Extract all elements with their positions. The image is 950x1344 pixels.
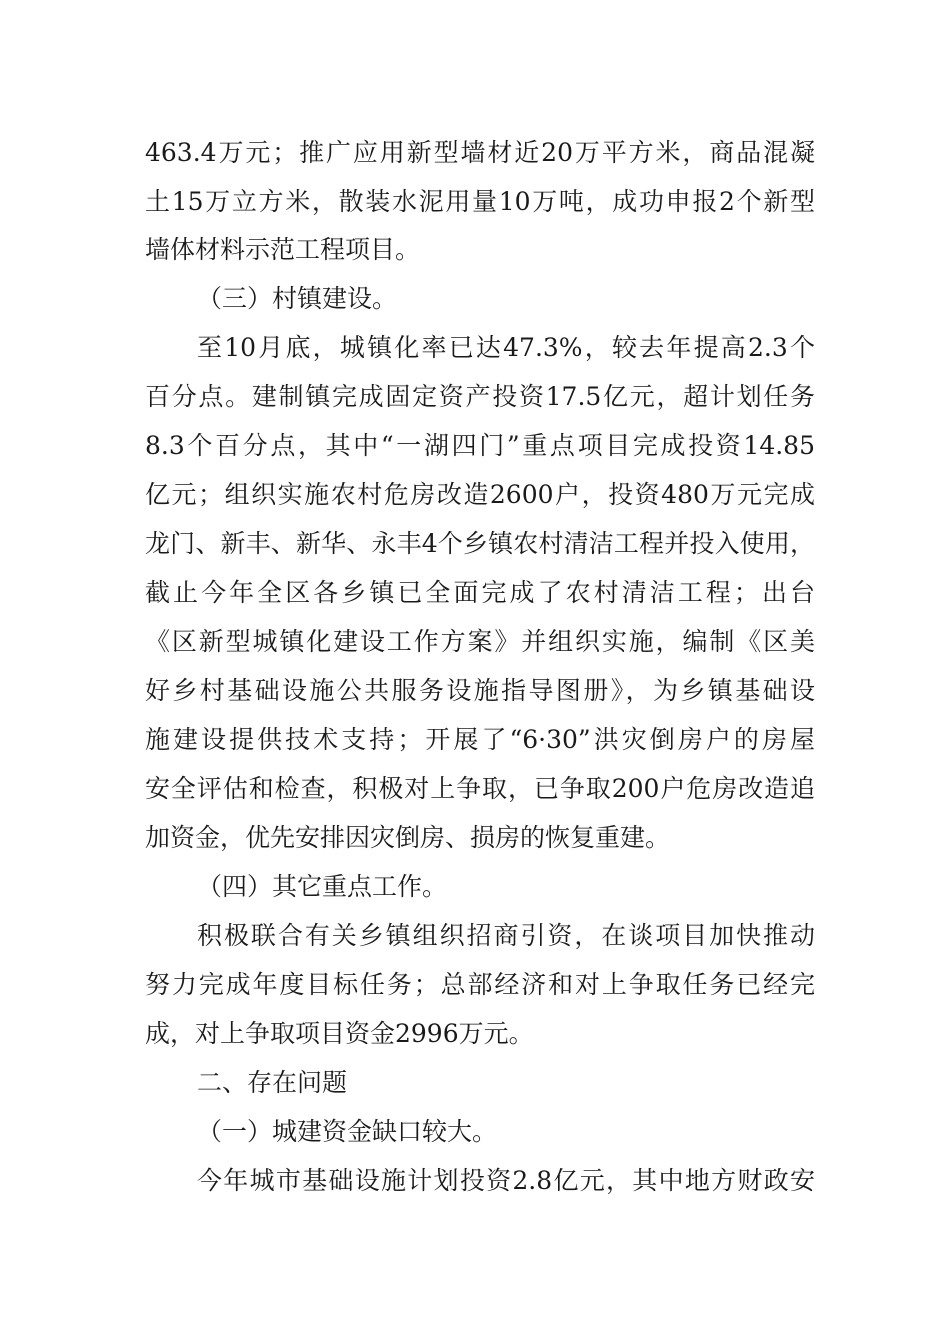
text-line-5: 至10月底，城镇化率已达47.3%，较去年提高2.3个 (197, 333, 815, 362)
text-line-22: 今年城市基础设施计划投资2.8亿元，其中地方财政安 (197, 1166, 815, 1195)
text-line-10: 截止今年全区各乡镇已全面完成了农村清洁工程；出台 (145, 578, 815, 607)
section-heading-problems: 二、存在问题 (197, 1068, 348, 1097)
sub-heading-1: （一）城建资金缺口较大。 (197, 1117, 498, 1146)
text-line-15: 加资金，优先安排因灾倒房、损房的恢复重建。 (145, 823, 671, 852)
text-line-2: 土15万立方米，散装水泥用量10万吨，成功申报2个新型 (145, 187, 815, 216)
section-heading-4: （四）其它重点工作。 (197, 872, 448, 901)
text-line-13: 施建设提供技术支持；开展了“6·30”洪灾倒房户的房屋 (145, 725, 815, 754)
text-line-9: 龙门、新丰、新华、永丰4个乡镇农村清洁工程并投入使用， (145, 529, 815, 558)
section-heading-3: （三）村镇建设。 (197, 284, 398, 313)
text-line-18: 努力完成年度目标任务；总部经济和对上争取任务已经完 (145, 970, 815, 999)
text-line-8: 亿元；组织实施农村危房改造2600户，投资480万元完成 (145, 480, 815, 509)
text-line-6: 百分点。建制镇完成固定资产投资17.5亿元，超计划任务 (145, 382, 815, 411)
text-line-3: 墙体材料示范工程项目。 (145, 235, 421, 264)
text-line-1: 463.4万元；推广应用新型墙材近20万平方米，商品混凝 (145, 138, 815, 167)
text-line-12: 好乡村基础设施公共服务设施指导图册》，为乡镇基础设 (145, 676, 815, 705)
text-line-17: 积极联合有关乡镇组织招商引资，在谈项目加快推动 (197, 921, 815, 950)
text-line-7: 8.3个百分点，其中“一湖四门”重点项目完成投资14.85 (145, 431, 815, 460)
text-line-11: 《区新型城镇化建设工作方案》并组织实施，编制《区美 (145, 627, 815, 656)
text-line-19: 成，对上争取项目资金2996万元。 (145, 1019, 534, 1048)
text-line-14: 安全评估和检查，积极对上争取，已争取200户危房改造追 (145, 774, 815, 803)
